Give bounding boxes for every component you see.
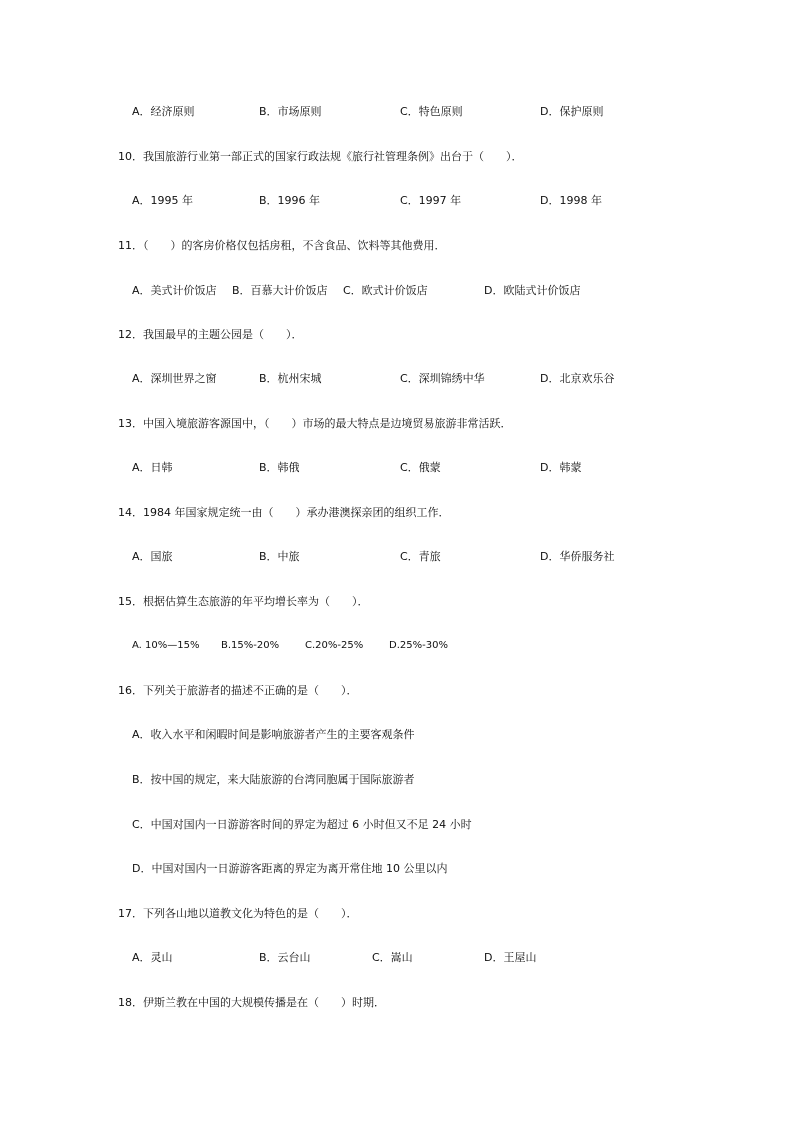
q9-option-c: C．特色原则 [400,105,463,118]
q18-stem: 18．伊斯兰教在中国的大规模传播是在（ ）时期． [118,996,385,1009]
q17-option-a: A．灵山 [132,951,173,964]
q11-option-c: C．欧式计价饭店 [343,284,428,297]
q10-option-d: D．1998 年 [540,194,602,207]
q15-option-d: D.25%-30% [389,640,448,651]
q12-stem: 12．我国最早的主题公园是（ ）． [118,328,303,341]
q9-option-b: B．市场原则 [259,105,322,118]
q13-option-d: D．韩蒙 [540,461,582,474]
q14-stem: 14．1984 年国家规定统一由（ ）承办港澳探亲团的组织工作． [118,506,450,519]
q9-option-d: D．保护原则 [540,105,604,118]
q14-option-b: B．中旅 [259,550,300,563]
q15-option-a: A. 10%—15% [132,640,200,651]
q14-option-d: D．华侨服务社 [540,550,615,563]
q12-option-a: A．深圳世界之窗 [132,372,217,385]
q10-option-c: C．1997 年 [400,194,462,207]
q15-option-c: C.20%-25% [305,640,364,651]
q16-option-b: B．按中国的规定，来大陆旅游的台湾同胞属于国际旅游者 [132,773,415,786]
q12-option-d: D．北京欢乐谷 [540,372,615,385]
q14-option-a: A．国旅 [132,550,173,563]
q9-option-a: A．经济原则 [132,105,195,118]
q15-option-b: B.15%-20% [221,640,280,651]
q17-option-d: D．王屋山 [484,951,537,964]
q17-stem: 17．下列各山地以道教文化为特色的是（ ）． [118,907,358,920]
q16-option-c: C．中国对国内一日游游客时间的界定为超过 6 小时但又不足 24 小时 [132,818,472,831]
q11-option-d: D．欧陆式计价饭店 [484,284,581,297]
q15-stem: 15．根据估算生态旅游的年平均增长率为（ ）． [118,595,369,608]
q16-stem: 16．下列关于旅游者的描述不正确的是（ ）． [118,684,358,697]
q13-option-b: B．韩俄 [259,461,300,474]
q10-option-a: A．1995 年 [132,194,194,207]
q17-option-c: C．嵩山 [372,951,413,964]
q11-option-b: B．百慕大计价饭店 [232,284,328,297]
q12-option-c: C．深圳锦绣中华 [400,372,485,385]
q11-option-a: A．美式计价饭店 [132,284,217,297]
q13-stem: 13．中国入境旅游客源国中，（ ）市场的最大特点是边境贸易旅游非常活跃． [118,417,512,430]
q10-stem: 10．我国旅游行业第一部正式的国家行政法规《旅行社管理条例》出台于（ ）． [118,150,523,163]
q17-option-b: B．云台山 [259,951,311,964]
q13-option-a: A．日韩 [132,461,173,474]
q10-option-b: B．1996 年 [259,194,321,207]
q11-stem: 11．（ ）的客房价格仅包括房租，不含食品、饮料等其他费用． [118,239,446,252]
q13-option-c: C．俄蒙 [400,461,441,474]
q12-option-b: B．杭州宋城 [259,372,322,385]
q14-option-c: C．青旅 [400,550,441,563]
q16-option-d: D．中国对国内一日游游客距离的界定为离开常住地 10 公里以内 [132,862,448,875]
q16-option-a: A．收入水平和闲暇时间是影响旅游者产生的主要客观条件 [132,728,415,741]
